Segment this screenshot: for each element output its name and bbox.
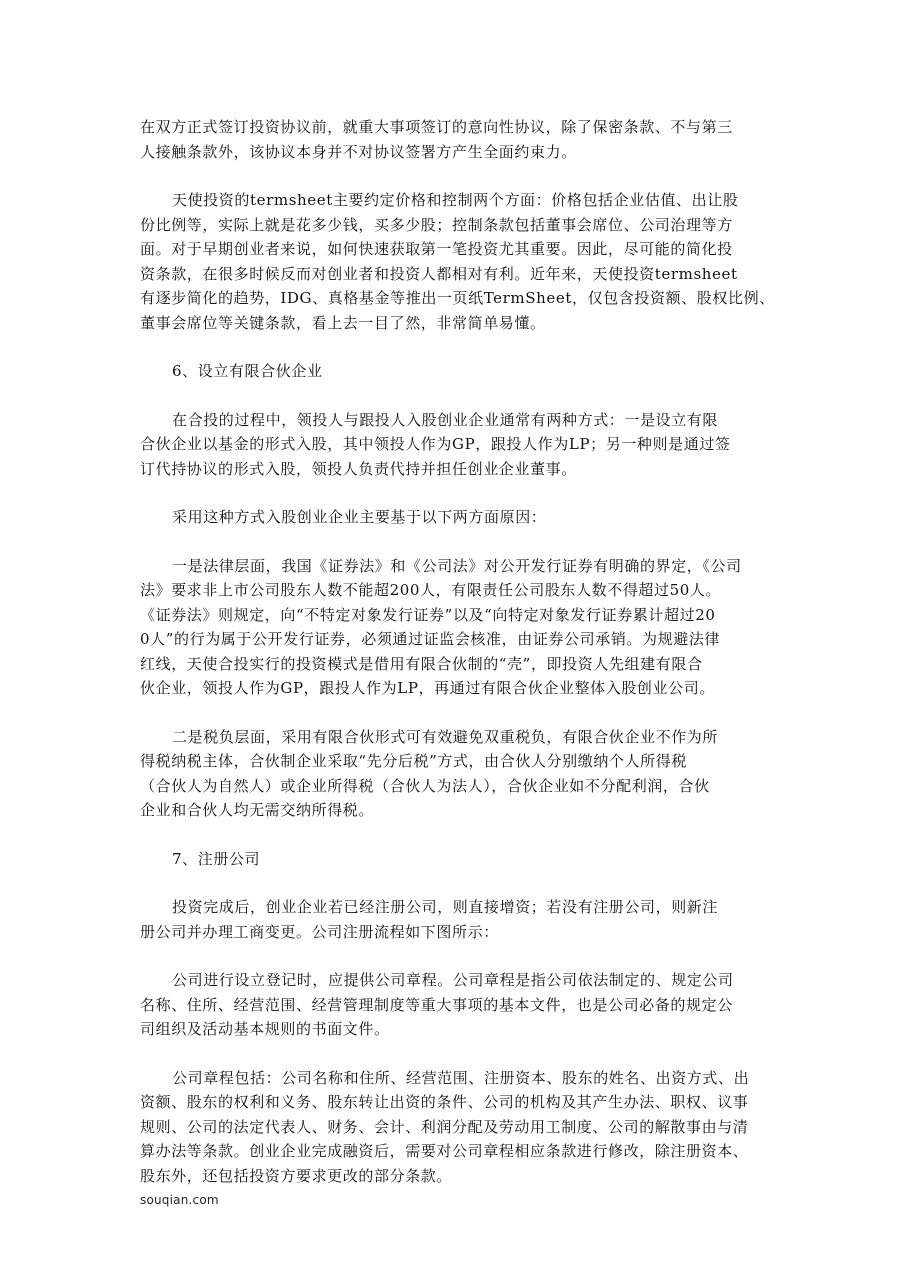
paragraph-registration xyxy=(140,895,780,944)
paragraph-articles-definition xyxy=(140,968,780,1042)
text-line: 在双方正式签订投资协议前，就重大事项签订的意向性协议，除了保密条款、不与第三 xyxy=(140,118,733,136)
text-line: 份比例等，实际上就是花多少钱，买多少股；控制条款包括董事会席位、公司治理等方 xyxy=(140,215,733,234)
text-line: 股东外，还包括投资方要求更改的部分条款。 xyxy=(140,1166,453,1185)
document-body xyxy=(140,115,780,1212)
paragraph-co-investment xyxy=(140,408,780,482)
text-line: 法》要求非上市公司股东人数不能超200人，有限责任公司股东人数不得超过50人。 xyxy=(140,581,722,599)
text-line: 伙企业，领投人作为GP，跟投人作为LP，再通过有限合伙企业整体入股创业公司。 xyxy=(140,679,715,697)
paragraph-legal-reason xyxy=(140,554,780,701)
text-line: 董事会席位等关键条款，看上去一目了然，非常简单易懂。 xyxy=(140,313,546,332)
paragraph-termsheet xyxy=(140,188,780,335)
paragraph-articles-contents xyxy=(140,1066,780,1189)
text-line: 《证券法》则规定，向“不特定对象发行证券”以及“向特定对象发行证券累计超过20 xyxy=(140,605,716,624)
text-line: 红线，天使合投实行的投资模式是借用有限合伙制的“壳”，即投资人先组建有限合 xyxy=(140,654,703,673)
text-line: 算办法等条款。创业企业完成融资后，需要对公司章程相应条款进行修改，除注册资本、 xyxy=(140,1142,749,1160)
text-line: 册公司并办理工商变更。公司注册流程如下图所示： xyxy=(140,922,499,941)
text-line: 公司章程包括：公司名称和住所、经营范围、注册资本、股东的姓名、出资方式、出 xyxy=(172,1068,750,1087)
text-line: 公司进行设立登记时，应提供公司章程。公司章程是指公司依法制定的、规定公司 xyxy=(172,971,734,989)
text-line: 得税纳税主体，合伙制企业采取“先分后税”方式，由合伙人分别缴纳个人所得税 xyxy=(140,752,687,770)
text-line: 在合投的过程中，领投人与跟投人入股创业企业通常有两种方式：一是设立有限 xyxy=(172,410,719,429)
text-line: 司组织及活动基本规则的书面文件。 xyxy=(140,1020,390,1038)
paragraph-reasons-intro xyxy=(140,505,780,530)
text-line: 面。对于早期创业者来说，如何快速获取第一笔投资尤其重要。因此，尽可能的简化投 xyxy=(140,240,733,258)
text-line: （合伙人为自然人）或企业所得税（合伙人为法人），合伙企业如不分配利润，合伙 xyxy=(140,776,710,795)
text-line: 有逐步简化的趋势，IDG、真格基金等推出一页纸TermSheet，仅包含投资额、股权比例、 xyxy=(140,289,775,307)
paragraph-tax-reason xyxy=(140,725,780,823)
text-line: 资条款，在很多时候反而对创业者和投资人都相对有利。近年来，天使投资termsheet xyxy=(140,264,738,283)
section-heading-text: 6、设立有限合伙企业 xyxy=(172,362,323,380)
text-line: 投资完成后，创业企业若已经注册公司，则直接增资；若没有注册公司，则新注 xyxy=(172,898,719,916)
text-line: 规则、公司的法定代表人、财务、会计、利润分配及劳动用工制度、公司的解散事由与清 xyxy=(140,1117,749,1136)
text-line: 二是税负层面，采用有限合伙形式可有效避免双重税负，有限合伙企业不作为所 xyxy=(172,727,719,746)
text-line: 天使投资的termsheet主要约定价格和控制两个方面：价格包括企业估值、出让股 xyxy=(172,191,739,209)
text-line: 名称、住所、经营范围、经营管理制度等重大事项的基本文件，也是公司必备的规定公 xyxy=(140,995,733,1014)
text-line: 企业和合伙人均无需交纳所得税。 xyxy=(140,801,375,819)
paragraph-intent-agreement xyxy=(140,115,780,164)
text-line: 一是法律层面，我国《证券法》和《公司法》对公开发行证券有明确的界定，《公司 xyxy=(172,556,742,575)
text-line: 合伙企业以基金的形式入股，其中领投人作为GP，跟投人作为LP；另一种则是通过签 xyxy=(140,435,731,453)
text-line: 0人”的行为属于公开发行证券，必须通过证监会核准，由证券公司承销。为规避法律 xyxy=(140,630,721,648)
text-line: 人接触条款外，该协议本身并不对协议签署方产生全面约束力。 xyxy=(140,142,577,161)
text-line: 资额、股东的权利和义务、股东转让出资的条件、公司的机构及其产生办法、职权、议事 xyxy=(140,1093,749,1111)
footer-source: souqian.com xyxy=(140,1193,219,1207)
section-heading-text: 7、注册公司 xyxy=(172,849,261,868)
section-heading-7 xyxy=(140,847,780,872)
section-heading-6 xyxy=(140,359,780,384)
text-line: 订代持协议的形式入股，领投人负责代持并担任创业企业董事。 xyxy=(140,459,577,478)
text-line: 采用这种方式入股创业企业主要基于以下两方面原因： xyxy=(172,508,547,526)
